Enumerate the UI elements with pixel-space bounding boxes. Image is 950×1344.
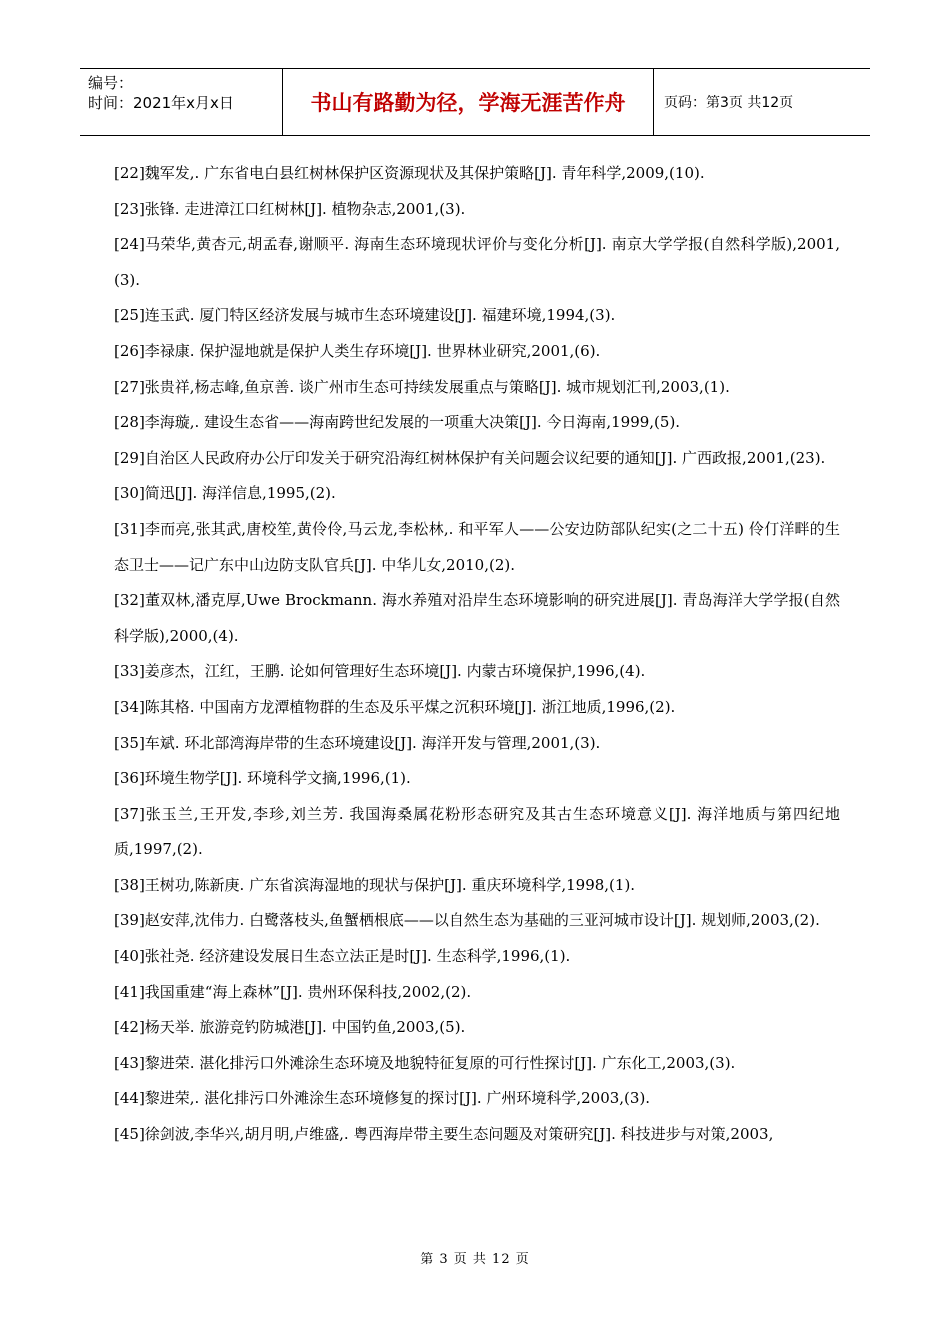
- header-meta: [80, 69, 282, 135]
- reference-item: [28]李海璇,. 建设生态省——海南跨世纪发展的一项重大决策[J]. 今日海南,1999,(5).: [114, 413, 681, 432]
- reference-item: [30]简迅[J]. 海洋信息,1995,(2).: [114, 484, 336, 503]
- reference-item: [34]陈其格. 中国南方龙潭植物群的生态及乐平煤之沉积环境[J]. 浙江地质,1996,(2).: [114, 697, 676, 716]
- reference-item: [32]董双林,潘克厚,Uwe Brockmann. 海水养殖对沿岸生态环境影响的研究进展[J]. 青岛海洋大学学报(自然科学版),2000,(4).: [114, 591, 840, 645]
- header-motto: 书山有路勤为径，学海无涯苦作舟: [282, 69, 654, 135]
- reference-item: [39]赵安萍,沈伟力. 白鹭落枝头,鱼蟹栖根底——以自然生态为基础的三亚河城市设计[J]. 规划师,2003,(2).: [114, 911, 820, 930]
- reference-item: [33]姜彦杰，江红，王鹏. 论如何管理好生态环境[J]. 内蒙古环境保护,1996,(4).: [114, 662, 646, 681]
- page-header: [80, 68, 870, 136]
- document-number: 编号：: [88, 74, 134, 92]
- reference-item: [35]车斌. 环北部湾海岸带的生态环境建设[J]. 海洋开发与管理,2001,(3).: [114, 733, 601, 752]
- reference-list: [114, 156, 840, 1153]
- reference-item: [31]李而亮,张其武,唐校笙,黄伶伶,马云龙,李松林,. 和平军人——公安边防部队纪实(之二十五) 伶仃洋畔的生态卫士——记广东中山边防支队官兵[J]. 中华儿女,2010,(2).: [114, 519, 840, 574]
- reference-item: [36]环境生物学[J]. 环境科学文摘,1996,(1).: [114, 769, 411, 788]
- reference-item: [41]我国重建“海上森林”[J]. 贵州环保科技,2002,(2).: [114, 982, 472, 1001]
- reference-item: [27]张贵祥,杨志峰,鱼京善. 谈广州市生态可持续发展重点与策略[J]. 城市规划汇刊,2003,(1).: [114, 377, 730, 396]
- reference-item: [26]李禄康. 保护湿地就是保护人类生存环境[J]. 世界林业研究,2001,(6).: [114, 341, 601, 360]
- reference-item: [45]徐剑波,李华兴,胡月明,卢维盛,. 粤西海岸带主要生态问题及对策研究[J]. 科技进步与对策,2003,: [114, 1125, 774, 1144]
- reference-item: [40]张社尧. 经济建设发展日生态立法正是时[J]. 生态科学,1996,(1).: [114, 947, 571, 966]
- reference-item: [37]张玉兰,王开发,李珍,刘兰芳. 我国海桑属花粉形态研究及其古生态环境意义[J]. 海洋地质与第四纪地质,1997,(2).: [114, 804, 840, 859]
- page-footer: 第 3 页 共 12 页: [420, 1252, 530, 1267]
- reference-item: [25]连玉武. 厦门特区经济发展与城市生态环境建设[J]. 福建环境,1994,(3).: [114, 306, 616, 325]
- header-page-number: 页码：第3页 共12页: [664, 95, 794, 111]
- document-time: 时间：2021年x月x日: [88, 94, 234, 112]
- reference-item: [23]张锋. 走进漳江口红树林[J]. 植物杂志,2001,(3).: [114, 199, 466, 218]
- reference-item: [38]王树功,陈新庚. 广东省滨海湿地的现状与保护[J]. 重庆环境科学,1998,(1).: [114, 875, 636, 894]
- reference-item: [44]黎进荣,. 湛化排污口外滩涂生态环境修复的探讨[J]. 广州环境科学,2003,(3).: [114, 1089, 651, 1108]
- reference-item: [24]马荣华,黄杏元,胡孟春,谢顺平. 海南生态环境现状评价与变化分析[J]. 南京大学学报(自然科学版),2001,(3).: [114, 235, 840, 289]
- reference-item: [22]魏军发,. 广东省电白县红树林保护区资源现状及其保护策略[J]. 青年科学,2009,(10).: [114, 164, 705, 182]
- reference-item: [43]黎进荣. 湛化排污口外滩涂生态环境及地貌特征复原的可行性探讨[J]. 广东化工,2003,(3).: [114, 1053, 736, 1072]
- reference-item: [42]杨天举. 旅游竞钓防城港[J]. 中国钓鱼,2003,(5).: [114, 1018, 466, 1037]
- reference-item: [29]自治区人民政府办公厅印发关于研究沿海红树林保护有关问题会议纪要的通知[J]. 广西政报,2001,(23).: [114, 448, 826, 467]
